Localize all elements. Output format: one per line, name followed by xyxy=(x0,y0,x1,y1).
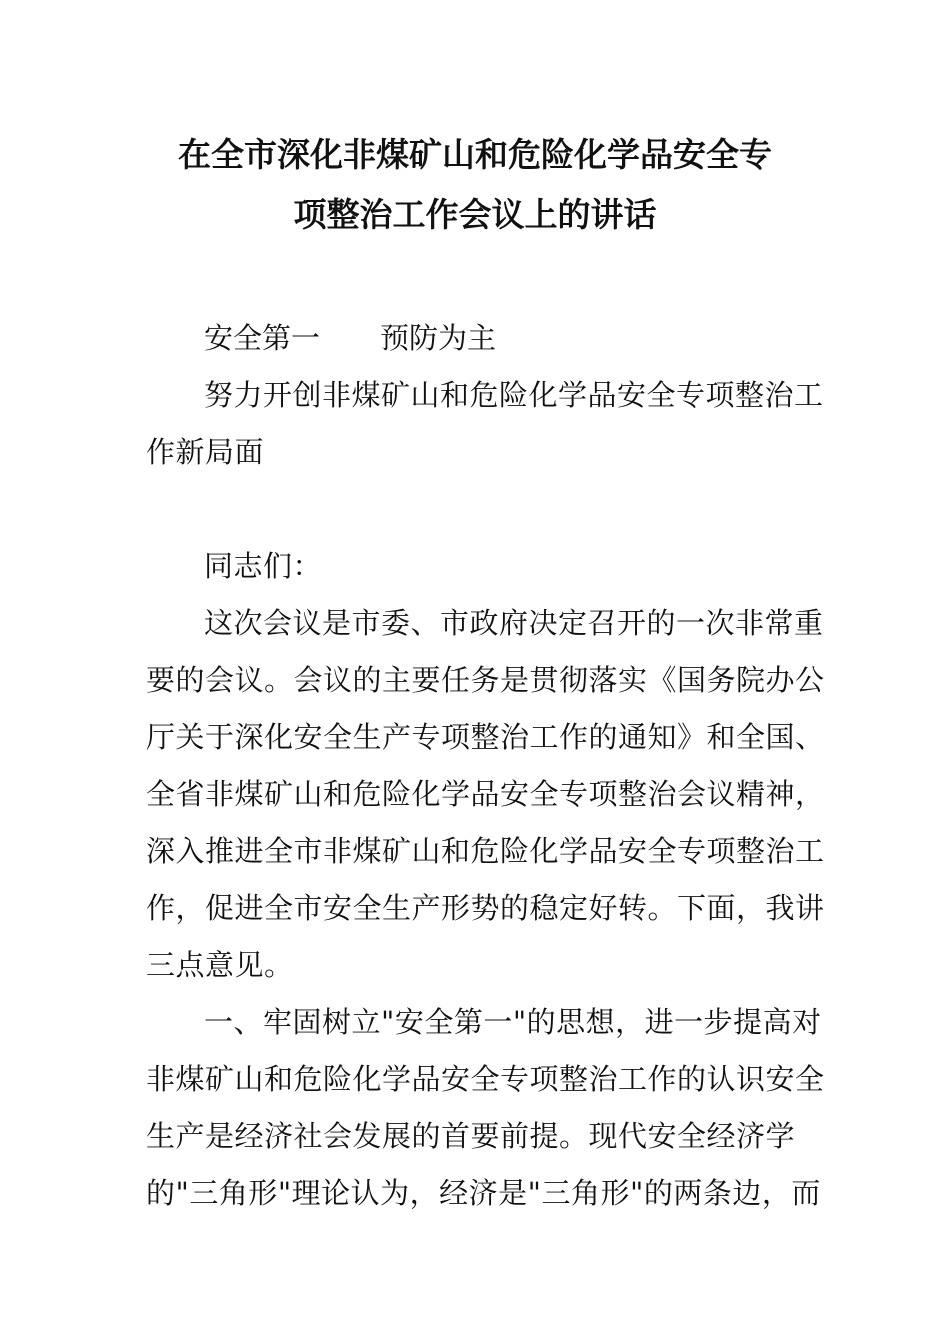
greeting: 同志们： xyxy=(204,549,323,583)
paragraph-2-line: 生产是经济社会发展的首要前提。现代安全经济学 xyxy=(146,1119,796,1153)
paragraph-1-line: 要的会议。会议的主要任务是贯彻落实《国务院办公 xyxy=(146,663,825,697)
paragraph-1-line: 厅关于深化安全生产专项整治工作的通知》和全国、 xyxy=(146,720,825,754)
paragraph-2 xyxy=(146,994,825,1222)
title-line-1: 在全市深化非煤矿山和危险化学品安全专 xyxy=(178,135,772,174)
paragraph-1-line: 深入推进全市非煤矿山和危险化学品安全专项整治工 xyxy=(146,834,825,868)
paragraph-2-line: 一、牢固树立"安全第一"的思想，进一步提高对 xyxy=(204,1005,822,1039)
speech-body xyxy=(146,538,825,1222)
subtitle-line-2: 作新局面 xyxy=(146,435,265,469)
subtitle-line-1: 努力开创非煤矿山和危险化学品安全专项整治工 xyxy=(204,378,824,412)
paragraph-1-line: 作，促进全市安全生产形势的稳定好转。下面，我讲 xyxy=(146,891,825,925)
paragraph-1-line: 这次会议是市委、市政府决定召开的一次非常重 xyxy=(204,606,824,640)
title-line-2: 项整治工作会议上的讲话 xyxy=(293,195,657,234)
paragraph-2-line: 非煤矿山和危险化学品安全专项整治工作的认识安全 xyxy=(146,1062,825,1096)
paragraph-2-line: 的"三角形"理论认为，经济是"三角形"的两条边，而 xyxy=(146,1176,821,1210)
paragraph-1-line: 三点意见。 xyxy=(146,948,294,982)
slogan xyxy=(204,310,496,367)
document-title xyxy=(140,125,810,245)
subtitle xyxy=(146,367,824,481)
paragraph-1-line: 全省非煤矿山和危险化学品安全专项整治会议精神， xyxy=(146,777,825,811)
paragraph-1 xyxy=(146,595,825,994)
slogan-part-1: 安全第一 xyxy=(204,321,321,355)
slogan-part-2: 预防为主 xyxy=(380,321,497,355)
